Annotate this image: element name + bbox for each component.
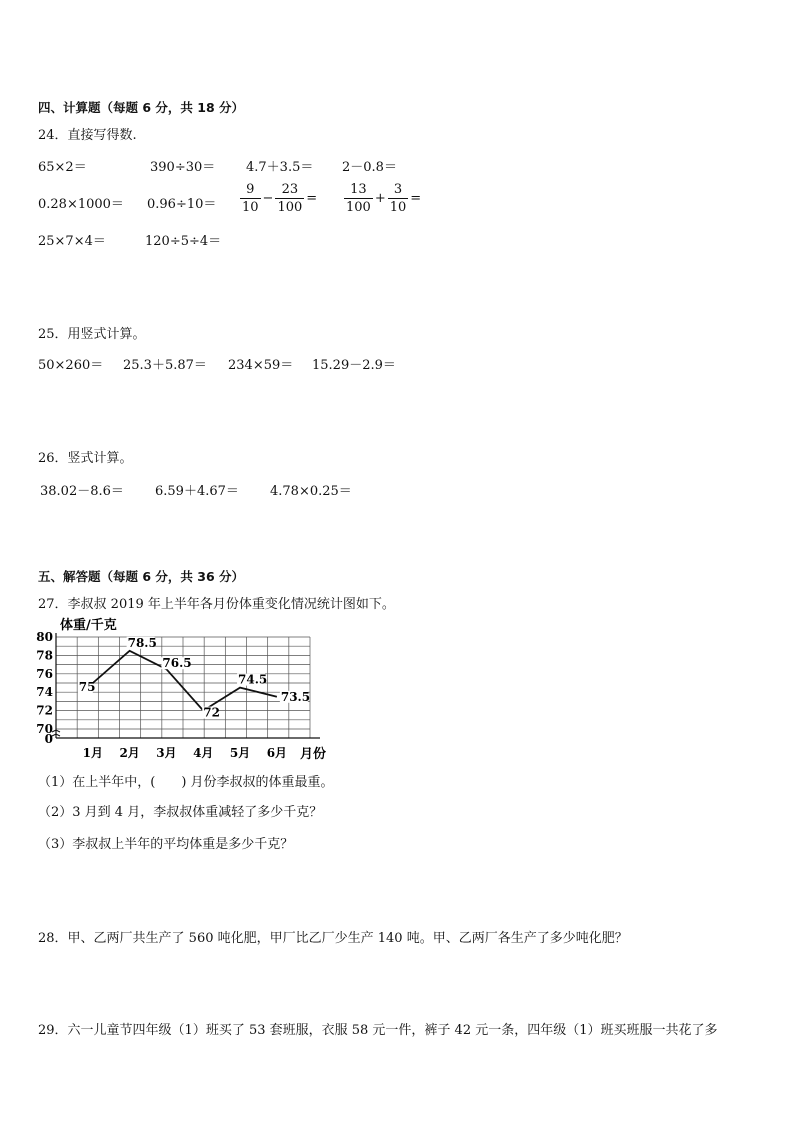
y-tick-label: 70	[36, 722, 53, 736]
numerator: 23	[275, 183, 304, 199]
series	[78, 636, 310, 720]
q25-label: 25．用竖式计算。	[38, 327, 146, 342]
q26-label: 26．竖式计算。	[38, 451, 133, 466]
q27-sub2: （2）3 月到 4 月，李叔叔体重减轻了多少千克？	[38, 805, 323, 820]
q24-item: 65×2＝	[38, 160, 87, 175]
x-tick-label: 2月	[119, 746, 140, 760]
y-tick-label: 72	[36, 703, 53, 718]
q24-label: 24．直接写得数.	[38, 128, 137, 143]
fraction	[388, 183, 409, 214]
equals-sign: =	[306, 191, 318, 206]
operator: −	[262, 191, 274, 206]
y-tick-labels	[36, 630, 53, 746]
fraction	[240, 183, 261, 214]
q29-label: 29．六一儿童节四年级（1）班买了 53 套班服，衣服 58 元一件，裤子 42 元一条，四年级（1）班买班服一共花了多	[38, 1023, 718, 1038]
denominator: 100	[277, 200, 303, 215]
denominator: 10	[389, 200, 407, 215]
q24-item: 0.96÷10＝	[147, 197, 217, 212]
data-label: 74.5	[238, 672, 268, 687]
data-label: 76.5	[162, 656, 192, 671]
x-tick-label: 3月	[156, 746, 177, 760]
q27-label: 27．李叔叔 2019 年上半年各月份体重变化情况统计图如下。	[38, 597, 395, 612]
y-tick-label: 0	[44, 732, 53, 746]
q24-fraction-expression-1	[240, 183, 319, 214]
q25-item: 234×59＝	[228, 358, 294, 373]
q28-label: 28．甲、乙两厂共生产了 560 吨化肥，甲厂比乙厂少生产 140 吨。甲、乙两厂各生产了多少吨化肥？	[38, 931, 628, 946]
section5-title: 五、解答题（每题 6 分，共 36 分）	[38, 569, 245, 584]
q25-item: 50×260＝	[38, 358, 104, 373]
q24-item: 120÷5÷4＝	[145, 234, 222, 249]
y-tick-label: 74	[36, 685, 53, 700]
y-tick-label: 80	[36, 630, 53, 644]
section4-title: 四、计算题（每题 6 分，共 18 分）	[38, 100, 245, 115]
data-label: 78.5	[127, 635, 157, 650]
q25-item: 15.29－2.9＝	[312, 358, 396, 373]
y-axis-label: 体重/千克	[60, 618, 117, 633]
q26-item: 38.02－8.6＝	[40, 484, 124, 499]
data-label: 75	[78, 680, 96, 694]
x-tick-label: 1月	[82, 746, 103, 760]
q24-item: 0.28×1000＝	[38, 197, 124, 212]
fraction	[275, 183, 304, 214]
denominator: 10	[242, 200, 259, 215]
x-tick-labels	[83, 746, 287, 760]
q24-item: 25×7×4＝	[38, 234, 106, 249]
q25-item: 25.3＋5.87＝	[123, 358, 207, 373]
fraction	[344, 183, 373, 214]
q24-item: 2－0.8＝	[342, 160, 397, 175]
q27-sub1: （1）在上半年中，( ) 月份李叔叔的体重最重。	[38, 775, 334, 790]
numerator: 3	[388, 183, 409, 199]
equals-sign: =	[410, 191, 422, 206]
data-label: 72	[203, 705, 220, 720]
data-label: 73.5	[280, 689, 311, 704]
x-tick-label: 5月	[229, 746, 251, 760]
q26-item: 6.59＋4.67＝	[155, 484, 239, 499]
q26-item: 4.78×0.25＝	[270, 484, 352, 499]
denominator: 100	[346, 200, 371, 215]
y-tick-label: 78	[36, 648, 53, 663]
weight-line-chart	[30, 612, 350, 766]
x-tick-label: 4月	[193, 746, 214, 760]
q27-sub3: （3）李叔叔上半年的平均体重是多少千克？	[38, 837, 294, 852]
x-tick-label: 6月	[266, 746, 288, 760]
y-tick-label: 76	[36, 666, 53, 681]
numerator: 9	[240, 183, 261, 199]
q24-item: 390÷30＝	[150, 160, 216, 175]
numerator: 13	[344, 183, 373, 199]
x-axis-label: 月份	[300, 747, 327, 762]
q24-fraction-expression-2	[344, 183, 423, 214]
operator: +	[374, 191, 386, 206]
q24-item: 4.7＋3.5＝	[246, 160, 314, 175]
